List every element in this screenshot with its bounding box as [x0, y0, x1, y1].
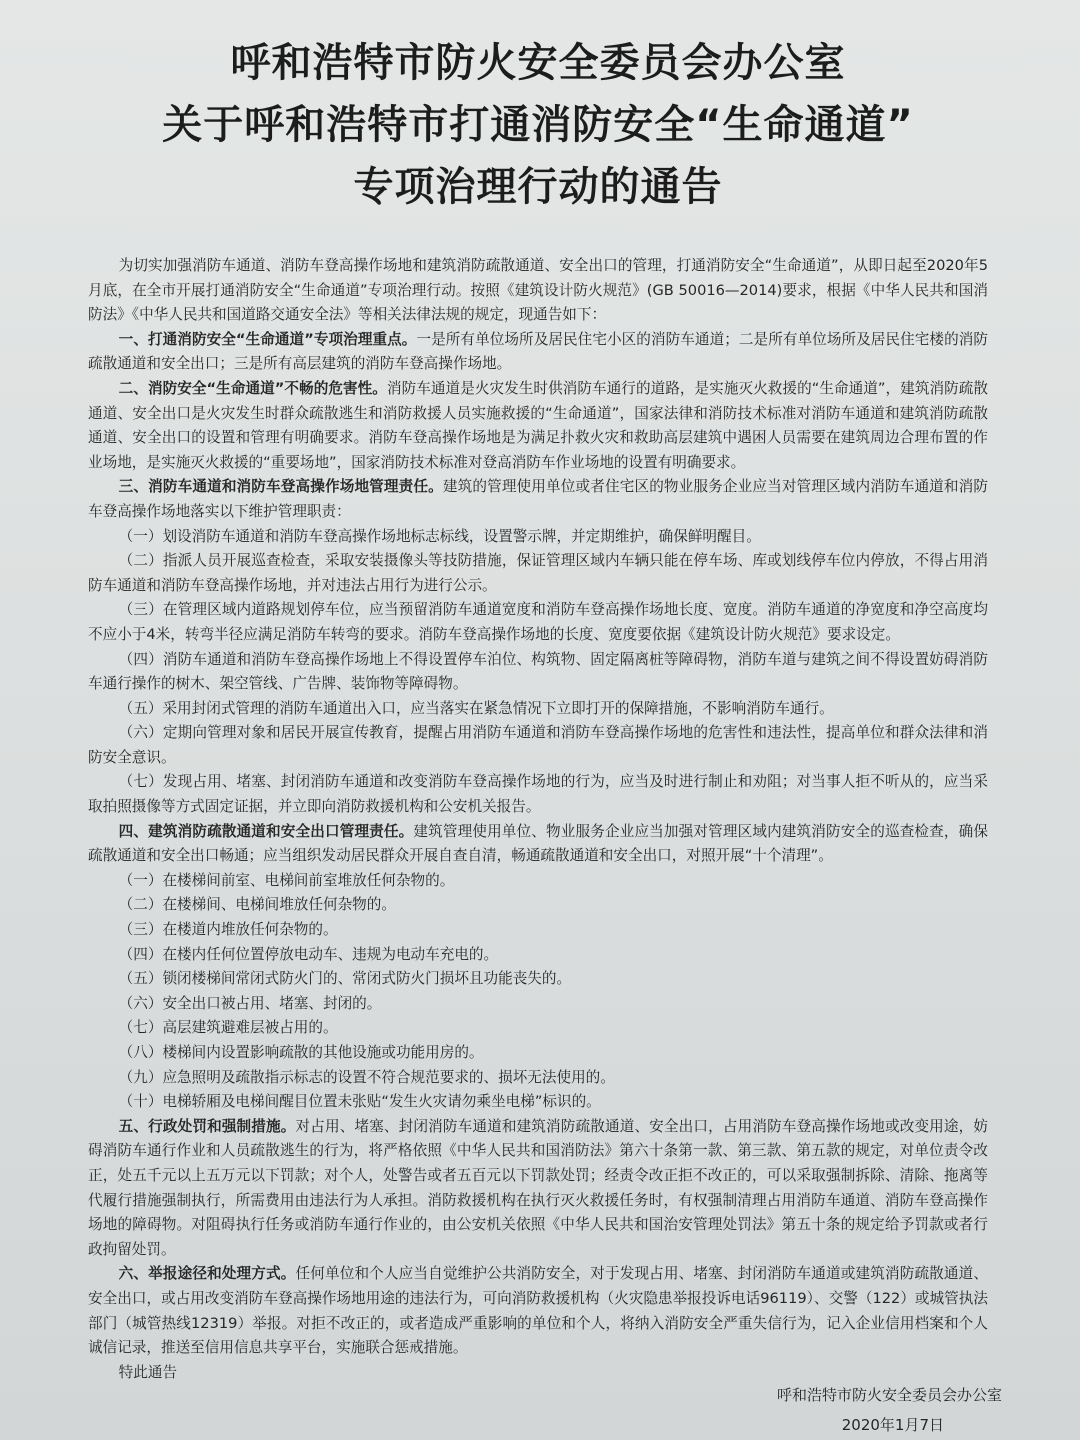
section-1-heading: 一、打通消防安全“生命通道”专项治理重点。: [118, 330, 417, 348]
section-4-item: （六）安全出口被占用、堵塞、封闭的。: [118, 994, 382, 1012]
section-5-text: 对占用、堵塞、封闭消防车通道和建筑消防疏散通道、安全出口，占用消防车登高操作场地或改变用途，妨碍消防车通行作业和人员疏散逃生的行为，将严格依照《中华人民共和国消防法》第六十条第一款、第三款、第五款的规定，对单位责令改正，处五千元以上五万元以下罚款；对个人，处警告或者五百元以下罚款处罚；经责令改正拒不改正的，可以采取强制拆除、清除、拖离等代履行措施强制执行，所需费用由违法行为人承担。消防救援机构在执行灭火救援任务时，有权强制清理占用消防车通道、消防车登高操作场地的障碍物。对阻碍执行任务或消防车通行作业的，由公安机关依照《中华人民共和国治安管理处罚法》第五十条的规定给予罚款或者行政拘留处罚。: [88, 1117, 988, 1258]
title-line-3: 专项治理行动的通告: [353, 164, 723, 210]
section-1-text: 一是所有单位场所及居民住宅小区的消防车通道；二是所有单位场所及居民住宅楼的消防疏散通道和安全出口；三是所有高层建筑的消防车登高操作场地。: [88, 330, 988, 373]
section-5: [88, 1115, 988, 1263]
section-4-item: （三）在楼道内堆放任何杂物的。: [118, 921, 338, 939]
section-4-item: （九）应急照明及疏散指示标志的设置不符合规范要求的、损坏无法使用的。: [118, 1068, 615, 1086]
section-4-item: （五）锁闭楼梯间常闭式防火门的、常闭式防火门损坏且功能丧失的。: [118, 970, 572, 988]
document-title: [88, 32, 988, 218]
section-2-text: 消防车通道是火灾发生时供消防车通行的道路，是实施灭火救援的“生命通道”，建筑消防疏散通道、安全出口是火灾发生时群众疏散逃生和消防救援人员实施救援的“生命通道”，国家法律和消防技术标准对消防车通道和建筑消防疏散通道、安全出口的设置和管理有明确要求。消防车登高操作场地是为满足扑救火灾和救助高层建筑中遇困人员需要在建筑周边合理布置的作业场地，是实施灭火救援的“重要场地”，国家消防技术标准对登高消防车作业场地的设置有明确要求。: [88, 379, 989, 471]
section-3-item: （一）划设消防车通道和消防车登高操作场地标志标线，设置警示牌，并定期维护，确保鲜明醒目。: [118, 527, 761, 545]
section-4-item: （八）楼梯间内设置影响疏散的其他设施或功能用房的。: [118, 1044, 484, 1061]
section-6-text: 任何单位和个人应当自觉维护公共消防安全，对于发现占用、堵塞、封闭消防车通道或建筑消防疏散通道、安全出口，或占用改变消防车登高操作场地用途的违法行为，可向消防救援机构（火灾隐患举报投诉电话96119）、交警（122）或城管执法部门（城管热线12319）举报。对拒不改正的，或者造成严重影响的单位和个人，将纳入消防安全严重失信行为，记入企业信用档案和个人诚信记录，推送至信用信息共享平台，实施联合惩戒措施。: [88, 1265, 988, 1357]
section-4-heading: 四、建筑消防疏散通道和安全出口管理责任。: [118, 822, 414, 840]
section-3-item: （五）采用封闭式管理的消防车通道出入口，应当落实在紧急情况下立即打开的保障措施，不影响消防车通行。: [118, 699, 834, 717]
closing-phrase: 特此通告: [118, 1363, 178, 1381]
signature-org: 呼和浩特市防火安全委员会办公室: [776, 1386, 1002, 1404]
section-5-heading: 五、行政处罚和强制措施。: [118, 1117, 296, 1135]
title-line-2: 关于呼和浩特市打通消防安全“生命通道”: [162, 102, 914, 148]
section-4-item: （七）高层建筑避难层被占用的。: [118, 1019, 338, 1037]
section-3-item: （六）定期向管理对象和居民开展宣传教育，提醒占用消防车通道和消防车登高操作场地的危害性和违法性，提高单位和群众法律和消防安全意识。: [88, 724, 988, 766]
intro-paragraph: 为切实加强消防车通道、消防车登高操作场地和建筑消防疏散通道、安全出口的管理，打通消防安全“生命通道”，从即日起至2020年5月底，在全市开展打通消防安全“生命通道”专项治理行动。按照《建筑设计防火规范》(GB 50016—2014)要求，根据《中华人民共和国消防法》《中华人民共和国道路交通安全法》等相关法律法规的规定，现通告如下：: [88, 257, 988, 324]
section-6-heading: 六、举报途径和处理方式。: [118, 1265, 296, 1283]
section-3-item: （四）消防车通道和消防车登高操作场地上不得设置停车泊位、构筑物、固定隔离桩等障碍物，消防车道与建筑之间不得设置妨碍消防车通行操作的树木、架空管线、广告牌、装饰物等障碍物。: [88, 650, 988, 693]
section-2-heading: 二、消防安全“生命通道”不畅的危害性。: [118, 379, 387, 397]
section-6: [88, 1262, 988, 1360]
section-1: [88, 328, 988, 377]
signature-date: 2020年1月7日: [841, 1416, 944, 1434]
document-body: [88, 254, 988, 1385]
section-4-item: （一）在楼梯间前室、电梯间前室堆放任何杂物的。: [118, 871, 455, 889]
section-3-item: （三）在管理区域内道路规划停车位，应当预留消防车通道宽度和消防车登高操作场地长度、宽度。消防车通道的净宽度和净空高度均不应小于4米，转弯半径应满足消防车转弯的要求。消防车登高操作场地的长度、宽度要依据《建筑设计防火规范》要求设定。: [88, 601, 988, 643]
section-4: [88, 820, 988, 869]
section-3-heading: 三、消防车通道和消防车登高操作场地管理责任。: [118, 478, 443, 496]
section-3-item: （二）指派人员开展巡查检查，采取安装摄像头等技防措施，保证管理区域内车辆只能在停车场、库或划线停车位内停放，不得占用消防车通道和消防车登高操作场地，并对违法占用行为进行公示。: [88, 552, 988, 594]
section-4-item: （四）在楼内任何位置停放电动车、违规为电动车充电的。: [118, 945, 499, 963]
section-3: [88, 475, 988, 524]
title-line-1: 呼和浩特市防火安全委员会办公室: [230, 40, 846, 86]
section-3-text: 建筑的管理使用单位或者住宅区的物业服务企业应当对管理区域内消防车通道和消防车登高操作场地落实以下维护管理职责：: [88, 478, 988, 520]
section-2: [88, 377, 988, 475]
section-4-item: （二）在楼梯间、电梯间堆放任何杂物的。: [118, 896, 396, 914]
signature-block: [777, 1380, 1002, 1440]
section-4-text: 建筑管理使用单位、物业服务企业应当加强对管理区域内建筑消防安全的巡查检查，确保疏散通道和安全出口畅通；应当组织发动居民群众开展自查自清，畅通疏散通道和安全出口，对照开展“十个清理”。: [88, 822, 988, 865]
section-3-item: （七）发现占用、堵塞、封闭消防车通道和改变消防车登高操作场地的行为，应当及时进行制止和劝阻；对当事人拒不听从的，应当采取拍照摄像等方式固定证据，并立即向消防救援机构和公安机关报告。: [88, 773, 988, 816]
section-4-item: （十）电梯轿厢及电梯间醒目位置未张贴“发生火灾请勿乘坐电梯”标识的。: [118, 1093, 601, 1111]
